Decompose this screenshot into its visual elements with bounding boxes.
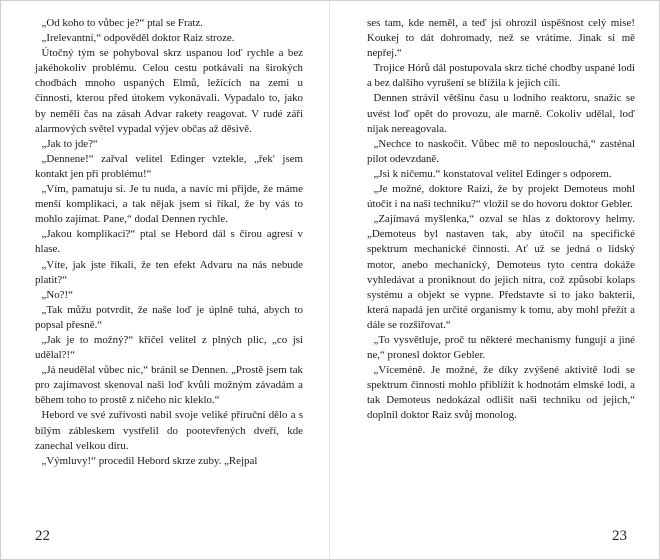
paragraph: „Od koho to vůbec je?“ ptal se Fratz.: [41, 17, 204, 29]
paragraph: „Irelevantní,“ odpověděl doktor Raiz stroze.: [41, 32, 235, 45]
paragraph: „To vysvětluje, proč tu některé mechanismy fungují a jiné ne,“ pronesl doktor Gebler.: [367, 333, 635, 362]
paragraph: Trojice Hórů dál postupovala skrz tiché chodby uspané lodi a bez dalšího vyrušení se blížila k jejich cíli.: [367, 62, 635, 90]
page-number-right: 23: [612, 528, 627, 544]
page-number-left: 22: [35, 528, 50, 544]
paragraph: „Já neudělal vůbec nic,“ bránil se Dennen. „Prostě jsem tak pro zajímavost skenoval naši loď kvůli možným závadám a během toho to prostě z ničeho nic kleklo.“: [35, 364, 303, 407]
paragraph: „Výmluvy!“ procedil Hebord skrze zuby. „Rejpal: [41, 454, 258, 467]
paragraph: Hebord ve své zuřivosti nabil svoje veliké příruční dělo a s bílým zábleskem vystřelil do pootevřených dveří, kde zanechal velkou díru.: [35, 409, 303, 452]
paragraph: „Je možné, doktore Raizi, že by projekt Demoteus mohl útočit i na naši techniku?“ vložil se do hovoru doktor Gebler.: [367, 183, 635, 211]
gutter: [329, 1, 330, 559]
paragraph: „Jsi k ničemu.“ konstatoval velitel Edinger s odporem.: [373, 167, 612, 180]
paragraph: „Víte, jak jste říkali, že ten efekt Advaru na nás nebude platit?“: [35, 258, 303, 286]
right-page: [367, 16, 635, 424]
paragraph: „No?!“: [41, 288, 73, 301]
paragraph: „Tak můžu potvrdit, že naše loď je úplně tuhá, abych to popsal přesně.“: [35, 303, 303, 331]
paragraph: „Zajímavá myšlenka,“ ozval se hlas z doktorovy helmy. „Demoteus byl nastaven tak, aby útočil na specifické spektrum mechanické činnosti. Ať už se jedná o lidský motor, anebo mechanický, Demoteus tyto centra dokáže vyhledávat a proniknout do jejich nitra, což způsobí kolaps systému a objekt se vypne. Představte si to jako bakterii, která napadá jen určité organismy k tomu, aby mohl přežít a dále se rozšiřovat.“: [367, 213, 635, 331]
paragraph-continuation: ses tam, kde neměl, a teď jsi ohrozil úspěšnost celý mise! Koukej to dát dohromady, než se vrátíme. Jinak si mě nepřej.“: [367, 17, 635, 60]
paragraph: „Dennene!“ zařval velitel Edinger vztekle, „řek' jsem kontakt jen při problému!“: [35, 152, 303, 180]
paragraph: „Jak je to možný?“ křičel velitel z plných plic, „co jsi udělal?!“: [35, 333, 303, 362]
paragraph: „Víceméně. Je možné, že díky zvýšené aktivitě lodi se spektrum činnosti mohlo přiblížit k hodnotám elmské lodi, a tak Demoteus nedokázal odlišit naši techniku od jejich,“ doplnil doktor Raiz svůj monolog.: [367, 364, 635, 422]
paragraph: Útočný tým se pohyboval skrz uspanou loď rychle a bez jakéhokoliv problému. Celou cestu potkávali na širokých chodbách mnoho uspaných Elmů, ležících na zemi u činnosti, kterou před útokem vykonávali. Vypadalo to, jako by neměli čas na zásah Advar rakety reagovat. V rudé záři alarmových světel vypadal výjev občas až děsivě.: [35, 47, 303, 135]
paragraph: „Jak to jde?“: [41, 137, 98, 150]
paragraph: „Nechce to naskočit. Vůbec mě to neposlouchá,“ zasténal pilot odevzdaně.: [367, 137, 635, 165]
paragraph: „Vím, pamatuju si. Je tu nuda, a navíc mi přijde, že máme menší komplikaci, a tak nějak jsem si říkal, že by vás to mohlo zajímat. Pane,“ dodal Dennen rychle.: [35, 183, 303, 226]
paragraph: Dennen strávil většinu času u lodního reaktoru, snažíc se uvést loď opět do provozu, ale marně. Cokoliv udělal, loď nijak nereagovala.: [367, 92, 635, 135]
paragraph: „Jakou komplikaci?“ ptal se Hebord dál s čirou agresí v hlase.: [35, 228, 303, 256]
left-page: [35, 16, 303, 469]
